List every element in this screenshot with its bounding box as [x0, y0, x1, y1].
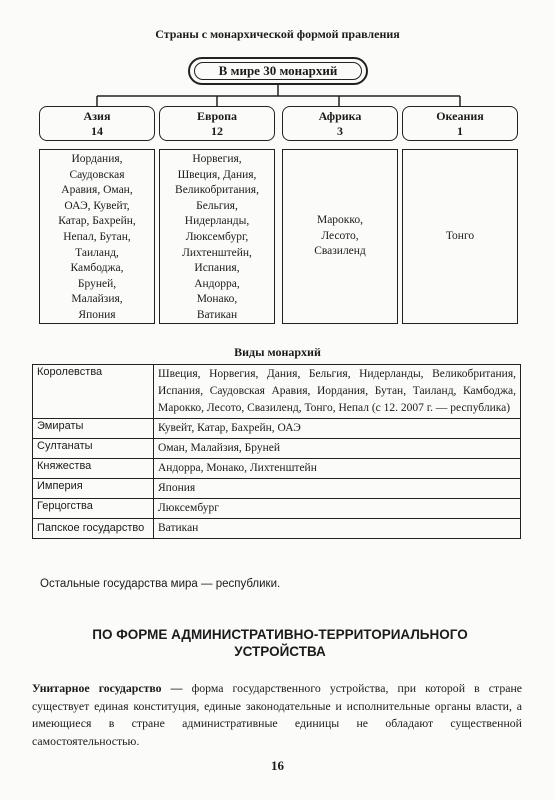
country-item: Норвегия, — [192, 153, 242, 165]
root-node-label: В мире 30 монархий — [194, 62, 362, 80]
region-africa-count: 3 — [337, 124, 343, 138]
region-asia — [39, 106, 155, 141]
country-item: Люксембург, — [185, 230, 249, 243]
country-item: Лихтенштейн, — [182, 246, 252, 259]
region-africa — [282, 106, 398, 141]
region-asia-count: 14 — [91, 124, 103, 138]
country-item: Ватикан — [196, 308, 238, 321]
definition-text: форма государственного устройства, при которой в стране существует единая конституция, единые законодательные и исполнительные органы власти, а имеющиеся в стране административные единицы не обладают существенной самостоятельностью. — [32, 681, 523, 748]
type-countries: Кувейт, Катар, Бахрейн, ОАЭ — [154, 419, 521, 439]
types-table-title: Виды монархий — [234, 345, 321, 359]
diagram-title: Страны с монархической формой правления — [155, 27, 400, 41]
region-europe-name: Европа — [196, 109, 238, 123]
country-item: Саудовская — [69, 168, 125, 181]
country-item: Великобритания, — [175, 184, 259, 197]
type-countries: Андорра, Монако, Лихтенштейн — [154, 459, 521, 479]
region-asia-name: Азия — [83, 109, 111, 123]
region-oceania-count: 1 — [457, 124, 463, 138]
type-countries: Ватикан — [154, 519, 521, 539]
country-item: ОАЭ, Кувейт, — [64, 199, 130, 212]
table-row — [33, 365, 521, 419]
table-row — [33, 459, 521, 479]
country-item: Швеция, Дания, — [177, 168, 257, 181]
table-row — [33, 519, 521, 539]
region-oceania — [402, 106, 518, 141]
asia-countries — [39, 149, 155, 324]
country-item: Марокко, — [316, 214, 364, 227]
type-name: Эмираты — [33, 419, 154, 439]
country-item: Свазиленд — [314, 245, 366, 258]
oceania-countries — [402, 149, 518, 324]
region-oceania-name: Океания — [436, 109, 484, 123]
region-europe — [159, 106, 275, 141]
country-item: Аравия, Оман, — [61, 184, 133, 197]
type-countries: Швеция, Норвегия, Дания, Бельгия, Нидерланды, Великобритания, Испания, Саудовская Аравия, Иордания, Бутан, Таиланд, Камбоджа, Марокко, Лесото, Свазиленд, Тонго, Непал (с 12. 2007 г. — республика) — [154, 365, 521, 419]
europe-countries — [159, 149, 275, 324]
type-countries: Люксембург — [154, 499, 521, 519]
africa-countries — [282, 149, 398, 324]
table-row — [33, 419, 521, 439]
country-item: Тонго — [445, 229, 475, 242]
country-item: Катар, Бахрейн, — [58, 215, 136, 228]
country-item: Испания, — [194, 262, 240, 275]
definition-term: Унитарное государство — — [32, 681, 183, 695]
section-heading: ПО ФОРМЕ АДМИНИСТРАТИВНО-ТЕРРИТОРИАЛЬНОГО УСТРОЙСТВА — [92, 627, 468, 659]
region-europe-count: 12 — [211, 124, 223, 138]
republics-note: Остальные государства мира — республики. — [40, 578, 281, 590]
country-item: Непал, Бутан, — [63, 230, 131, 243]
country-item: Лесото, — [321, 229, 359, 242]
type-name: Султанаты — [33, 439, 154, 459]
type-countries: Оман, Малайзия, Бруней — [154, 439, 521, 459]
monarchy-types-table — [32, 364, 521, 539]
page-number: 16 — [271, 758, 284, 773]
country-item: Малайзия, — [71, 293, 123, 306]
type-countries: Япония — [154, 479, 521, 499]
country-item: Андорра, — [194, 277, 240, 290]
table-row — [33, 439, 521, 459]
table-row — [33, 499, 521, 519]
table-row — [33, 479, 521, 499]
country-item: Бельгия, — [196, 199, 238, 212]
country-item: Нидерланды, — [184, 215, 250, 228]
type-name: Королевства — [33, 365, 154, 419]
country-item: Бруней, — [77, 277, 117, 290]
type-name: Княжества — [33, 459, 154, 479]
country-item: Камбоджа, — [70, 262, 124, 275]
region-africa-name: Африка — [318, 109, 362, 123]
type-name: Империя — [33, 479, 154, 499]
country-item: Таиланд, — [75, 246, 119, 259]
country-item: Иордания, — [71, 153, 123, 165]
type-name: Герцогства — [33, 499, 154, 519]
definition-paragraph — [32, 680, 522, 750]
type-name: Папское государство — [33, 519, 154, 539]
country-item: Япония — [78, 308, 116, 321]
country-item: Монако, — [196, 293, 238, 306]
